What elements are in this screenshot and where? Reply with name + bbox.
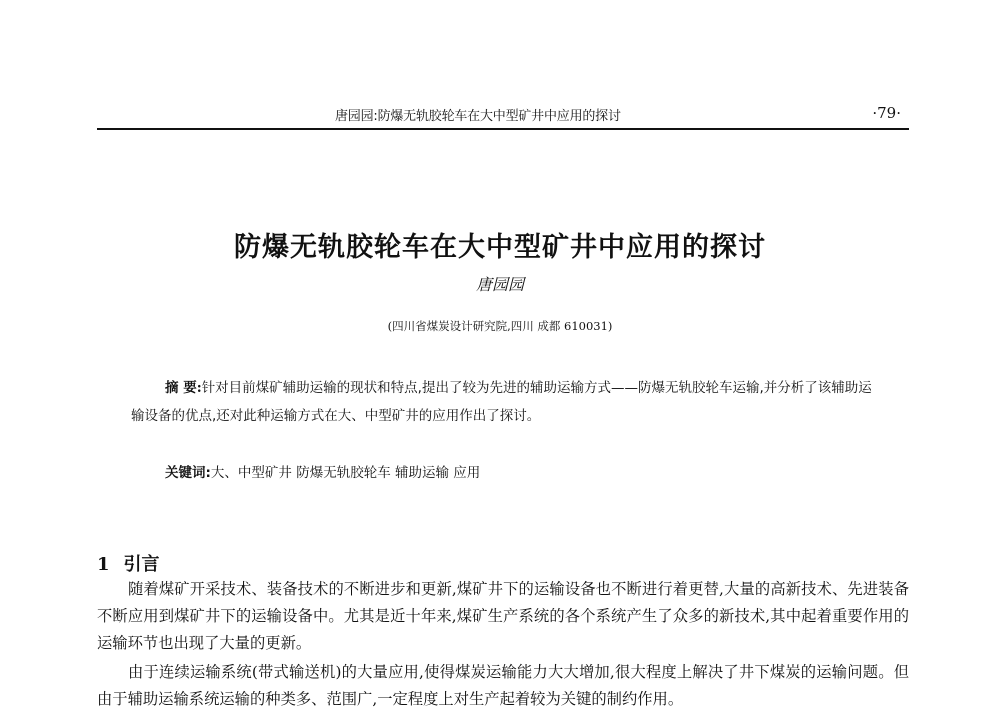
keywords-text: 大、中型矿井 防爆无轨胶轮车 辅助运输 应用 [210, 465, 481, 481]
section-title: 引言 [123, 553, 160, 575]
page-number: ·79· [872, 104, 901, 122]
body-text [97, 576, 909, 715]
abstract-label: 摘 要: [165, 380, 202, 396]
author-name: 唐园园 [475, 275, 524, 294]
paragraph: 随着煤矿开采技术、装备技术的不断进步和更新,煤矿井下的运输设备也不断进行着更替,大量的高新技术、先进装备不断应用到煤矿井下的运输设备中。尤其是近十年来,煤矿生产系统的各个系统产生了众多的新技术,其中起着重要作用的运输环节也出现了大量的更新。 [97, 580, 909, 652]
paragraph: 由于连续运输系统(带式输送机)的大量应用,使得煤炭运输能力大大增加,很大程度上解决了井下煤炭的运输问题。但由于辅助运输系统运输的种类多、范围广,一定程度上对生产起着较为关键的制约作用。 [97, 663, 909, 708]
keywords-label: 关键词: [165, 465, 211, 481]
running-header [97, 104, 907, 126]
running-header-title: 唐园园:防爆无轨胶轮车在大中型矿井中应用的探讨 [335, 109, 621, 124]
header-rule [97, 128, 909, 130]
abstract-text: 针对目前煤矿辅助运输的现状和特点,提出了较为先进的辅助运输方式——防爆无轨胶轮车运输,并分析了该辅助运输设备的优点,还对此种运输方式在大、中型矿井的应用作出了探讨。 [131, 380, 872, 424]
keywords [165, 459, 885, 487]
author-affiliation: (四川省煤炭设计研究院,四川 成都 610031) [387, 319, 613, 333]
abstract [131, 374, 881, 430]
section-number: 1 [97, 553, 110, 575]
section-heading-introduction [97, 550, 160, 576]
paper-title: 防爆无轨胶轮车在大中型矿井中应用的探讨 [234, 232, 766, 264]
